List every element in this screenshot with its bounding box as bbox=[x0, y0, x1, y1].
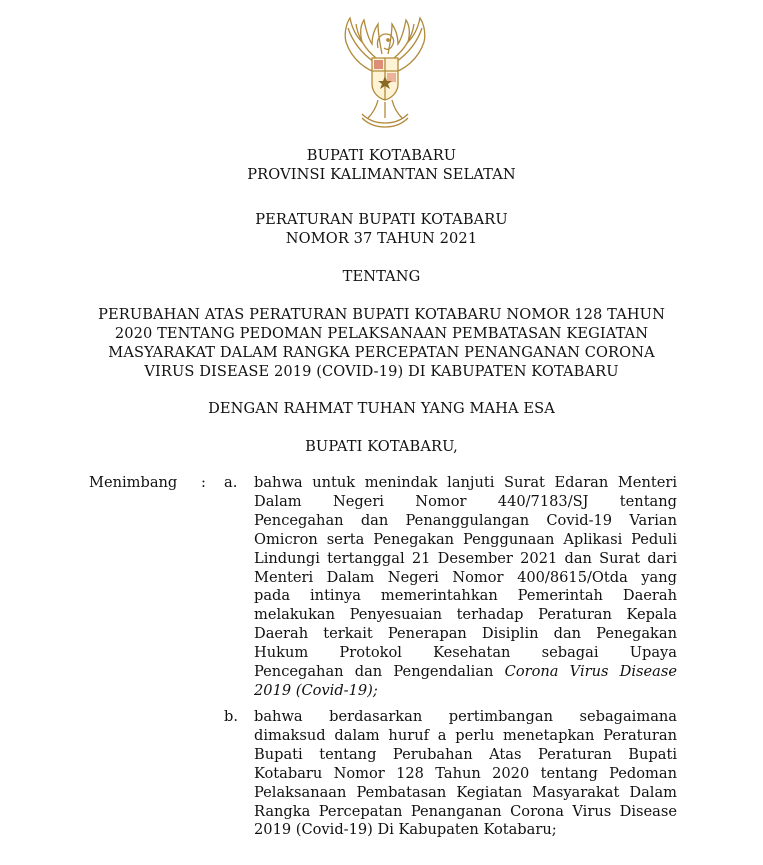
paragraph-line: Daerah terkait Penerapan Disiplin dan Penegakan bbox=[254, 625, 677, 643]
considering-item-b bbox=[254, 708, 677, 840]
subject-block bbox=[0, 305, 763, 381]
about-heading: TENTANG bbox=[342, 268, 421, 285]
paragraph-line: Dalam Negeri Nomor 440/7183/SJ tentang bbox=[254, 492, 677, 510]
subject-line: PERUBAHAN ATAS PERATURAN BUPATI KOTABARU NOMOR 128 TAHUN bbox=[98, 306, 665, 323]
considering-label: Menimbang bbox=[89, 474, 178, 491]
paragraph-line: Pencegahan dan Penanggulangan Covid-19 Varian bbox=[254, 511, 677, 529]
paragraph-line: 2019 (Covid-19) Di Kabupaten Kotabaru; bbox=[254, 821, 557, 839]
garuda-emblem bbox=[326, 14, 444, 132]
paragraph-line: Rangka Percepatan Penanganan Corona Virus Disease bbox=[254, 802, 677, 820]
paragraph-line: Pelaksanaan Pembatasan Kegiatan Masyarakat Dalam bbox=[254, 783, 677, 801]
line-prefix: Pencegahan dan Pengendalian bbox=[254, 663, 505, 681]
paragraph-line: Hukum Protokol Kesehatan sebagai Upaya bbox=[254, 644, 677, 662]
subject-line: 2020 TENTANG PEDOMAN PELAKSANAAN PEMBATASAN KEGIATAN bbox=[114, 325, 649, 342]
regulation-block bbox=[0, 210, 763, 248]
regulation-number: NOMOR 37 TAHUN 2021 bbox=[285, 230, 478, 247]
province-title: PROVINSI KALIMANTAN SELATAN bbox=[247, 166, 516, 183]
considering-item-a bbox=[254, 474, 677, 701]
blessing-line: DENGAN RAHMAT TUHAN YANG MAHA ESA bbox=[208, 400, 555, 417]
paragraph-line: bahwa untuk menindak lanjuti Surat Edaran Menteri bbox=[254, 474, 677, 491]
paragraph-line: 2019 (Covid-19); bbox=[254, 681, 378, 699]
header-block bbox=[0, 146, 763, 184]
regent-title: BUPATI KOTABARU bbox=[306, 147, 457, 164]
paragraph-line: Lindungi tertanggal 21 Desember 2021 dan Surat dari bbox=[254, 549, 677, 567]
paragraph-line: pada intinya memerintahkan Pemerintah Daerah bbox=[254, 587, 677, 605]
item-b-marker: b. bbox=[224, 708, 238, 725]
italic-term: Corona Virus Disease bbox=[504, 663, 678, 681]
paragraph-line: Omicron serta Penegakan Penggunaan Aplikasi Peduli bbox=[254, 530, 677, 548]
paragraph-line: Menteri Dalam Negeri Nomor 400/8615/Otda yang bbox=[254, 568, 677, 586]
paragraph-line: dimaksud dalam huruf a perlu menetapkan Peraturan bbox=[254, 726, 677, 744]
paragraph-line: Kotabaru Nomor 128 Tahun 2020 tentang Pedoman bbox=[254, 764, 677, 782]
subject-line: VIRUS DISEASE 2019 (COVID-19) DI KABUPATEN KOTABARU bbox=[144, 363, 619, 380]
item-a-marker: a. bbox=[224, 474, 238, 491]
considering-colon: : bbox=[201, 474, 206, 491]
paragraph-line: bahwa berdasarkan pertimbangan sebagaimana bbox=[254, 708, 677, 725]
authority-line: BUPATI KOTABARU, bbox=[305, 438, 458, 455]
paragraph-line: melakukan Penyesuaian terhadap Peraturan Kepala bbox=[254, 606, 677, 624]
paragraph-line: Bupati tentang Perubahan Atas Peraturan Bupati bbox=[254, 745, 677, 763]
subject-line: MASYARAKAT DALAM RANGKA PERCEPATAN PENANGANAN CORONA bbox=[108, 344, 655, 361]
regulation-title: PERATURAN BUPATI KOTABARU bbox=[255, 211, 508, 228]
paragraph-line bbox=[254, 663, 677, 682]
